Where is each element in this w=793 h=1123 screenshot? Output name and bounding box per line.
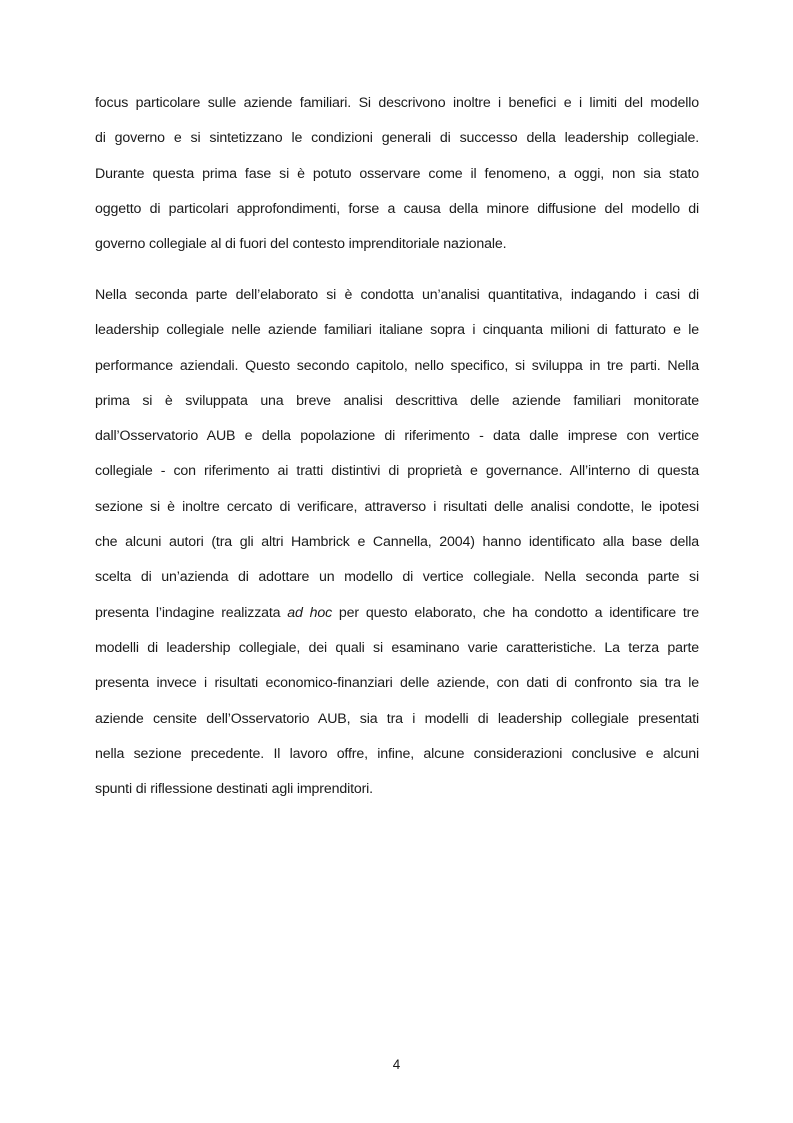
text-line: spunti di riflessione destinati agli imprenditori.	[95, 781, 373, 798]
paragraph-second-part	[95, 278, 699, 807]
text-run: per questo elaborato, che ha condotto a identificare tre	[332, 604, 699, 621]
text-line-with-italic	[95, 596, 699, 631]
paragraph-intro-summary	[95, 86, 699, 262]
text-line: leadership collegiale nelle aziende familiari italiane sopra i cinquanta milioni di fatturato e le	[95, 322, 699, 339]
text-line: sezione si è inoltre cercato di verificare, attraverso i risultati delle analisi condotte, le ipotesi	[95, 498, 699, 515]
text-run: presenta l’indagine realizzata	[95, 604, 288, 621]
text-line: di governo e si sintetizzano le condizioni generali di successo della leadership collegiale.	[95, 130, 699, 147]
text-line: Nella seconda parte dell’elaborato si è condotta un’analisi quantitativa, indagando i casi di	[95, 287, 699, 303]
text-line: Durante questa prima fase si è potuto osservare come il fenomeno, a oggi, non sia stato	[95, 165, 699, 182]
text-line: che alcuni autori (tra gli altri Hambrick e Cannella, 2004) hanno identificato alla base della	[95, 534, 699, 551]
text-line: dall’Osservatorio AUB e della popolazione di riferimento - data dalle imprese con vertice	[95, 428, 699, 445]
text-line: nella sezione precedente. Il lavoro offre, infine, alcune considerazioni conclusive e alcuni	[95, 745, 699, 762]
page-number: 4	[392, 1057, 401, 1072]
text-line: modelli di leadership collegiale, dei quali si esaminano varie caratteristiche. La terza parte	[95, 639, 699, 656]
text-line: performance aziendali. Questo secondo capitolo, nello specifico, si sviluppa in tre parti. Nella	[95, 357, 699, 374]
text-line: collegiale - con riferimento ai tratti distintivi di proprietà e governance. All’interno di questa	[95, 463, 699, 480]
text-line: aziende censite dell’Osservatorio AUB, sia tra i modelli di leadership collegiale presentati	[95, 710, 699, 727]
italic-term: ad hoc	[287, 604, 333, 621]
text-line: prima si è sviluppata una breve analisi descrittiva delle aziende familiari monitorate	[95, 392, 699, 409]
text-line: presenta invece i risultati economico-finanziari delle aziende, con dati di confronto sia tra le	[95, 675, 699, 692]
text-line: focus particolare sulle aziende familiari. Si descrivono inoltre i benefici e i limiti del modello	[95, 95, 699, 111]
text-line: oggetto di particolari approfondimenti, forse a causa della minore diffusione del modello di	[95, 200, 699, 217]
text-line: governo collegiale al di fuori del contesto imprenditoriale nazionale.	[95, 236, 507, 253]
text-line: scelta di un’azienda di adottare un modello di vertice collegiale. Nella seconda parte si	[95, 569, 699, 586]
